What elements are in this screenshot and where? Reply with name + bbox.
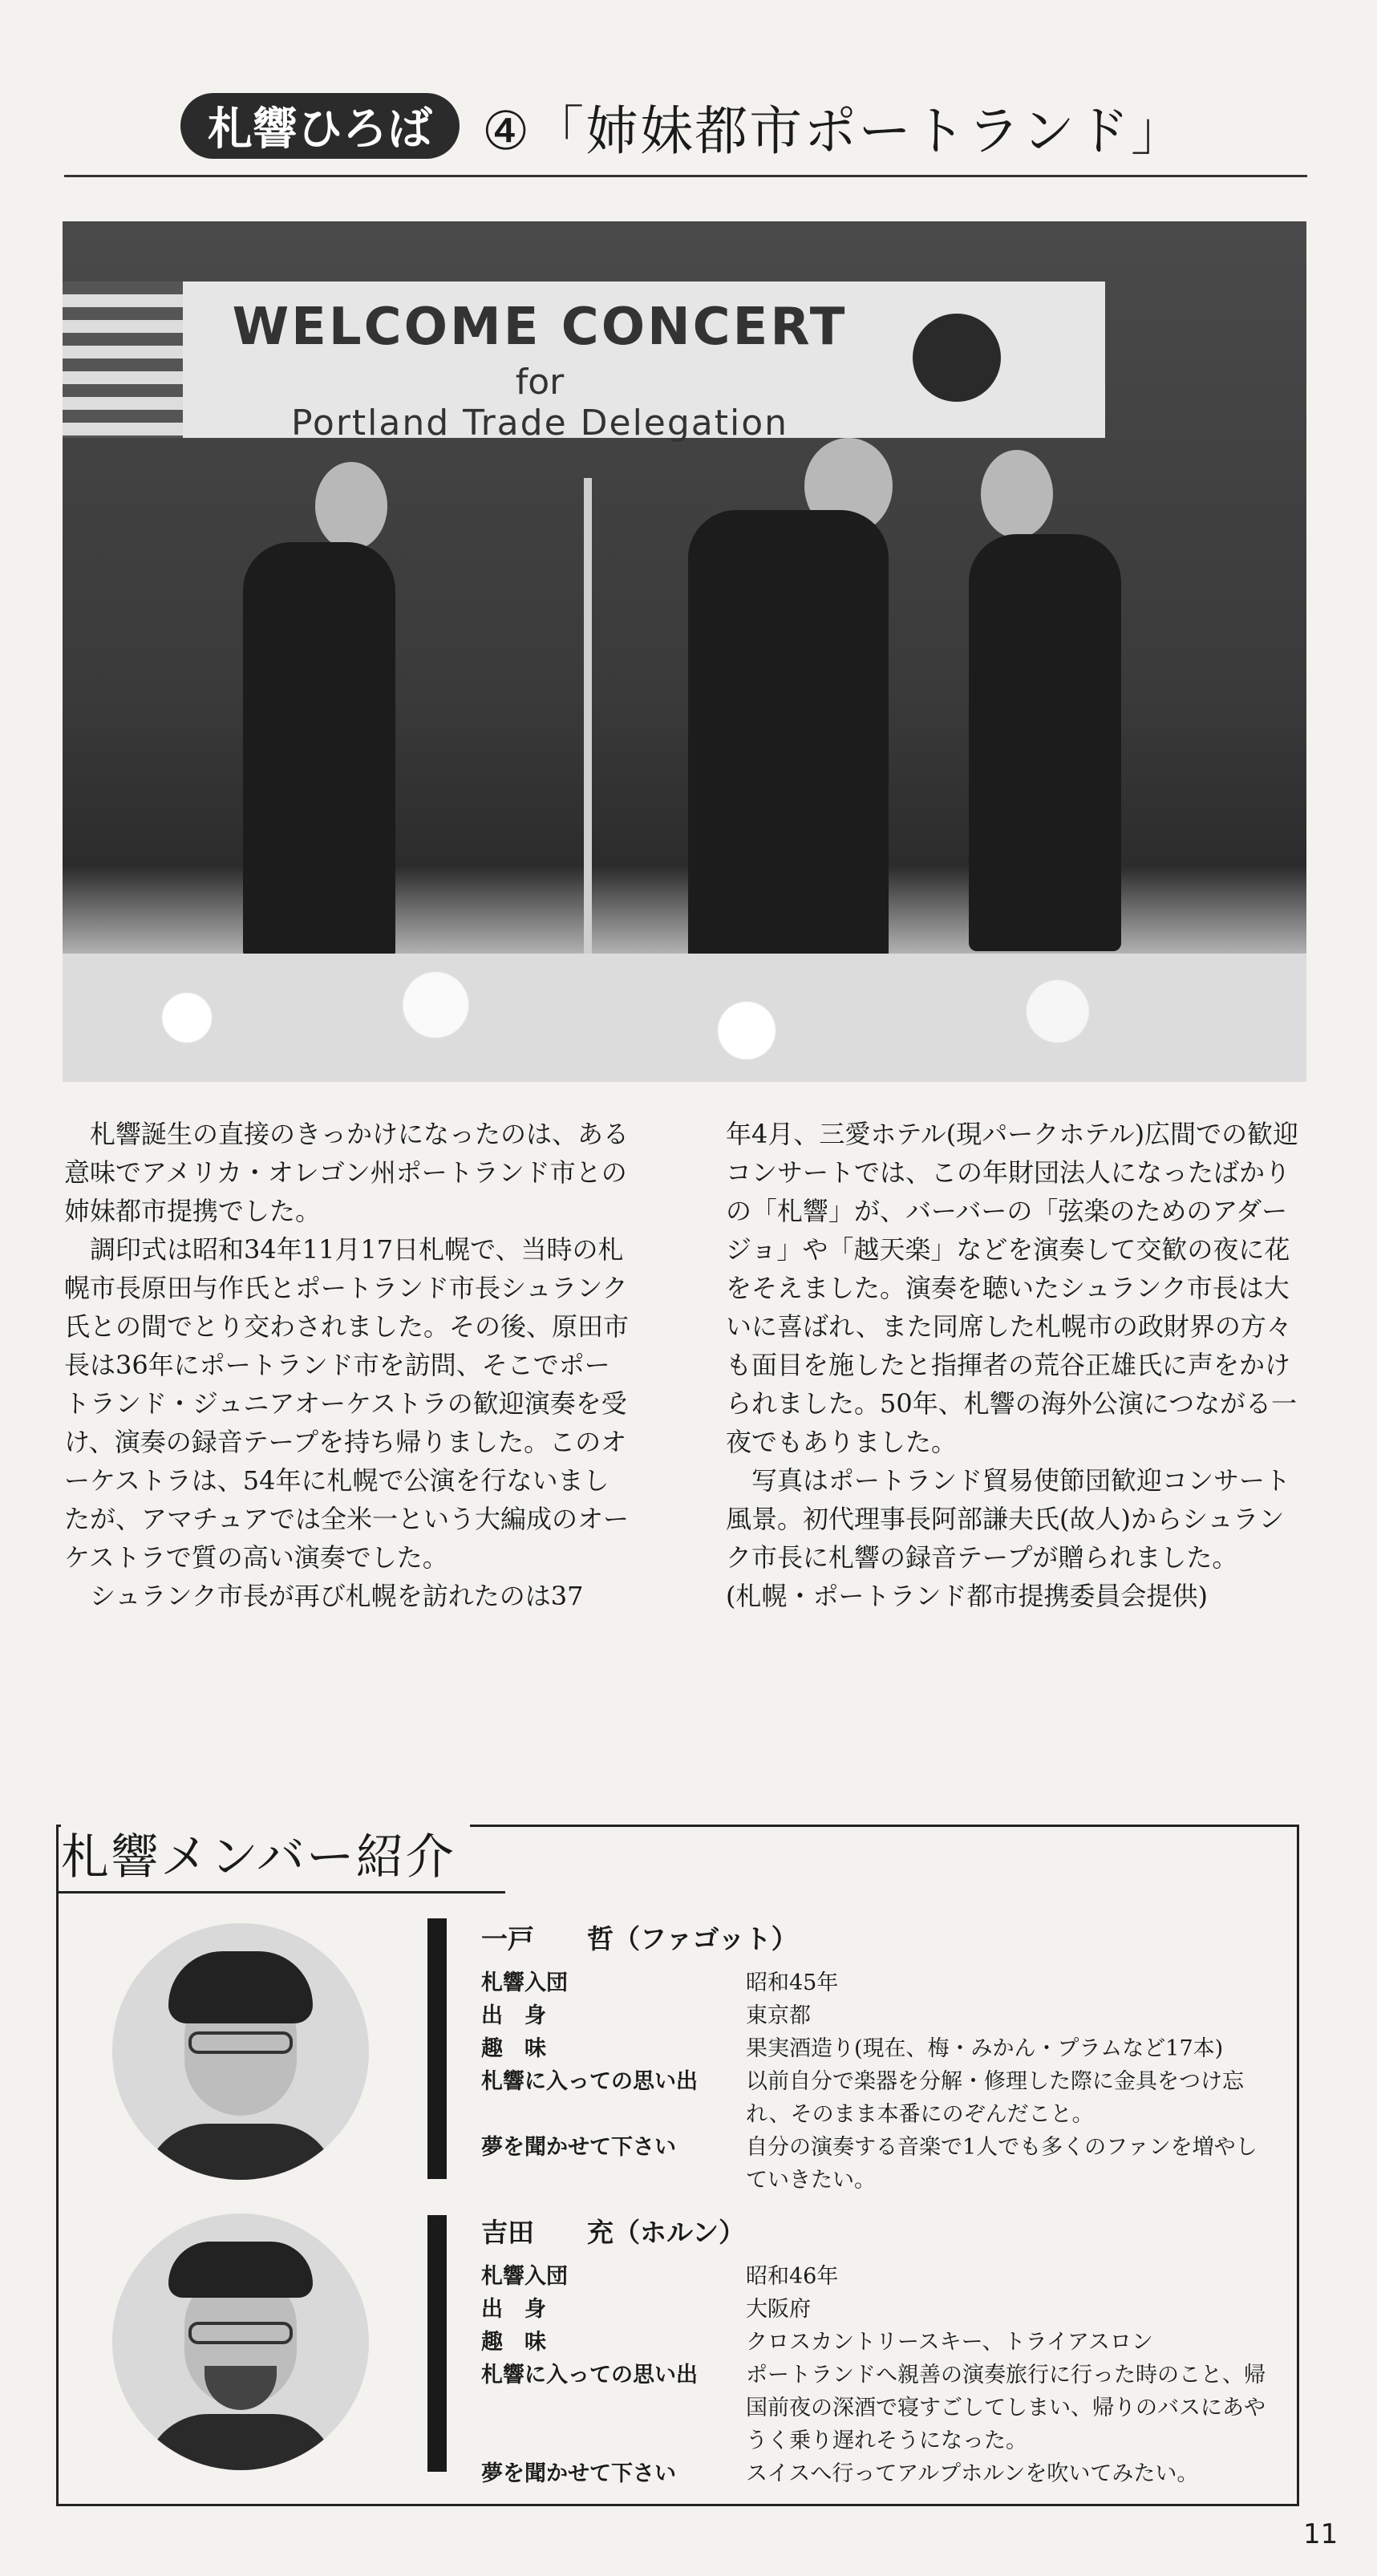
banner-line-1: WELCOME CONCERT xyxy=(232,298,848,357)
member-name: 一戸 哲（ファゴット） xyxy=(481,1923,798,1954)
profile-value: 昭和45年 xyxy=(746,1970,839,1995)
profile-label: 出 身 xyxy=(481,2297,546,2322)
profile-label: 夢を聞かせて下さい xyxy=(481,2461,676,2486)
flag-stripes xyxy=(63,281,183,438)
page-number: 11 xyxy=(1303,2518,1339,2550)
member-portrait xyxy=(112,2213,369,2470)
article-paragraph: 写真はポートランド貿易使節団歓迎コンサート風景。初代理事長阿部謙夫氏(故人)からシュランク市長に札響の録音テープが贈られました。 xyxy=(726,1465,1291,1573)
flower-arrangement xyxy=(63,954,1306,1082)
banner-line-2: for xyxy=(515,362,565,403)
banner-line-3: Portland Trade Delegation xyxy=(290,403,789,444)
article-column-1 xyxy=(64,1115,630,1615)
person-head xyxy=(315,462,387,550)
profile-value: 果実酒造り(現在、梅・みかん・プラムなど17本) xyxy=(746,2036,1224,2061)
article-paragraph: 札響誕生の直接のきっかけになったのは、ある意味でアメリカ・オレゴン州ポートランド市との姉妹都市提携でした。 xyxy=(64,1119,630,1226)
person-right xyxy=(969,534,1121,951)
microphone-stand xyxy=(584,478,592,975)
member-profile xyxy=(481,1966,1267,2197)
member-divider-bar xyxy=(427,1918,447,2179)
profile-value: スイスへ行ってアルプホルンを吹いてみたい。 xyxy=(746,2461,1199,2486)
header-divider xyxy=(64,175,1307,177)
article-column-2 xyxy=(726,1115,1303,1615)
concert-photo xyxy=(63,221,1306,1082)
profile-value: 東京都 xyxy=(746,2003,811,2028)
article-paragraph: 調印式は昭和34年11月17日札幌で、当時の札幌市長原田与作氏とポートランド市長シュランク氏との間でとり交わされました。その後、原田市長は36年にポートランド市を訪問、そこでポートランド・ジュニアオーケストラの歓迎演奏を受け、演奏の録音テープを持ち帰りました。このオーケストラは、54年に札幌で公演を行ないましたが、アマチュアでは全米一という大編成のオーケストラで質の高い演奏でした。 xyxy=(64,1234,630,1573)
section-badge: 札響ひろば xyxy=(180,93,460,159)
japanese-flag-icon xyxy=(913,314,1001,402)
person-center xyxy=(688,510,889,991)
title-underline xyxy=(56,1891,505,1894)
profile-label: 趣 味 xyxy=(481,2036,546,2061)
photo-credit: (札幌・ポートランド都市提携委員会提供) xyxy=(726,1581,1208,1611)
profile-label: 札響に入っての思い出 xyxy=(481,2069,698,2094)
profile-value: 自分の演奏する音楽で1人でも多くのファンを増やしていきたい。 xyxy=(746,2135,1258,2193)
member-portrait xyxy=(112,1923,369,2180)
profile-value: 以前自分で楽器を分解・修理した際に金具をつけ忘れ、そのまま本番にのぞんだこと。 xyxy=(746,2069,1244,2127)
section-header xyxy=(180,90,1319,162)
profile-value: 昭和46年 xyxy=(746,2264,839,2289)
article-paragraph: 年4月、三愛ホテル(現パークホテル)広間での歓迎コンサートでは、この年財団法人になったばかりの「札響」が、バーバーの「弦楽のためのアダージョ」や「越天楽」などを演奏して交歓の夜に花をそえました。演奏を聴いたシュランク市長は大いに喜ばれ、また同席した札幌市の政財界の方々も面目を施したと指揮者の荒谷正雄氏に声をかけられました。50年、札響の海外公演につながる一夜でもありました。 xyxy=(726,1119,1299,1457)
profile-value: 大阪府 xyxy=(746,2297,811,2322)
member-profile xyxy=(481,2260,1267,2490)
profile-label: 趣 味 xyxy=(481,2330,546,2355)
profile-label: 札響に入っての思い出 xyxy=(481,2363,698,2388)
profile-label: 出 身 xyxy=(481,2003,546,2028)
article-paragraph: シュランク市長が再び札幌を訪れたのは37 xyxy=(90,1581,584,1611)
profile-label: 夢を聞かせて下さい xyxy=(481,2135,676,2160)
member-intro-title: 札響メンバー紹介 xyxy=(61,1819,470,1888)
person-head xyxy=(981,450,1053,538)
profile-value: ポートランドへ親善の演奏旅行に行った時のこと、帰国前夜の深酒で寝すごしてしまい、帰りのバスにあやうく乗り遅れそうになった。 xyxy=(746,2363,1266,2453)
profile-label: 札響入団 xyxy=(481,1970,568,1995)
person-left xyxy=(243,542,395,959)
page-title: ④「姉妹都市ポートランド」 xyxy=(482,99,1186,162)
profile-label: 札響入団 xyxy=(481,2264,568,2289)
profile-value: クロスカントリースキー、トライアスロン xyxy=(746,2330,1153,2355)
member-divider-bar xyxy=(427,2215,447,2472)
welcome-banner xyxy=(63,281,1105,444)
member-name: 吉田 充（ホルン） xyxy=(481,2217,746,2248)
